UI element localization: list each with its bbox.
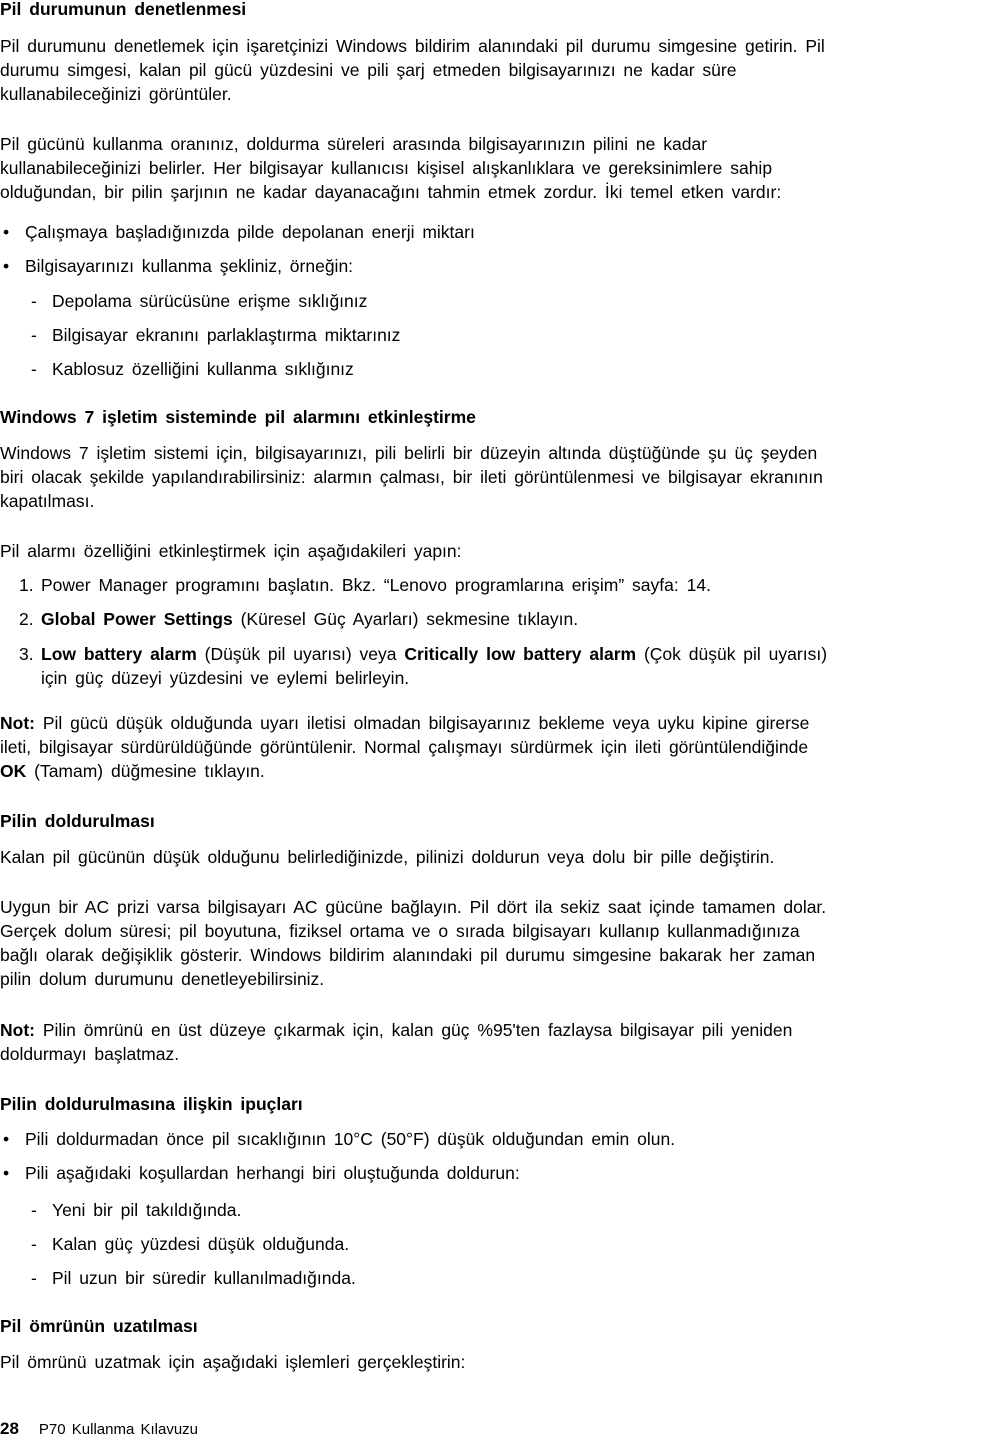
manual-title: P70 Kullanma Kılavuzu (38, 1421, 199, 1438)
note-battery-alarm: Not: Pil gücü düşük olduğunda uyarı iletisi olmadan bilgisayarınız bekleme veya uyku kipine girerse ileti, bilgisayar sürdürüldüğünde görüntülenir. Normal çalışmayı sürdürmek için ileti görüntülendiğinde OK (Tamam) düğmesine tıklayın. (0, 713, 810, 781)
dash-marker: - (31, 325, 37, 345)
heading-battery-status: Pil durumunun denetlenmesi (0, 0, 247, 19)
paragraph-battery-alarm-1: Windows 7 işletim sistemi için, bilgisayarınızı, pili belirli bir düzeyin altında düştüğünde şu üç şeyden biri olacak şekilde yapılandırabilirsiniz: alarmın çalması, bir ileti görüntülenmesi ve bilgisayar ekranının kapatılması. (0, 443, 823, 511)
heading-battery-alarm: Windows 7 işletim sisteminde pil alarmını etkinleştirme (0, 407, 476, 427)
paragraph-charging-2: Uygun bir AC prizi varsa bilgisayarı AC gücüne bağlayın. Pil dört ila sekiz saat içinde tamamen dolar. Gerçek dolum süresi; pil boyutuna, fiziksel ortama ve o sırada bilgisayarı kullanıp kullanmadığınıza bağlı olarak değişiklik gösterir. Windows bildirim alanındaki pil durumu simgesine bakarak her zaman pilin dolum durumunu denetleyebilirsiniz. (0, 897, 827, 989)
bullet-marker: • (3, 1163, 10, 1183)
dash-marker: - (31, 1234, 37, 1254)
paragraph-battery-status-2: Pil gücünü kullanma oranınız, doldurma süreleri arasında bilgisayarınızın pilini ne kadar kullanabileceğinizi belirler. Her bilgisayar kullanıcısı kişisel alışkanlıklara ve gereksinimlere sahip olduğundan, bir pilin şarjının ne kadar dayanacağını tahmin etmek zordur. İki temel etken vardır: (0, 134, 782, 202)
bullet-marker: • (3, 222, 10, 242)
paragraph-battery-alarm-2: Pil alarmı özelliğini etkinleştirmek için aşağıdakileri yapın: (0, 541, 462, 561)
paragraph-battery-status-1: Pil durumunu denetlemek için işaretçinizi Windows bildirim alanındaki pil durumu simgesine getirin. Pil durumu simgesi, kalan pil gücü yüzdesini ve pili şarj etmeden bilgisayarınızı ne kadar süre kullanabileceğinizi görüntüler. (0, 36, 825, 104)
heading-charging-tips: Pilin doldurulmasına ilişkin ipuçları (0, 1094, 303, 1114)
dash-marker: - (31, 359, 37, 379)
heading-battery-life: Pil ömrünün uzatılması (0, 1316, 198, 1336)
paragraph-battery-life: Pil ömrünü uzatmak için aşağıdaki işlemleri gerçekleştirin: (0, 1352, 466, 1372)
dash-marker: - (31, 1268, 37, 1288)
dash-marker: - (31, 291, 37, 311)
note-charging: Not: Pilin ömrünü en üst düzeye çıkarmak için, kalan güç %95'ten fazlaysa bilgisayar pili yeniden doldurmayı başlatmaz. (0, 1020, 793, 1064)
bullet-marker: • (3, 256, 10, 276)
page-number: 28 (0, 1419, 19, 1438)
heading-charging: Pilin doldurulması (0, 811, 155, 831)
paragraph-charging-1: Kalan pil gücünün düşük olduğunu belirlediğinizde, pilinizi doldurun veya dolu bir pille değiştirin. (0, 847, 775, 867)
dash-marker: - (31, 1200, 37, 1220)
page-footer (0, 1419, 198, 1440)
bullet-marker: • (3, 1129, 10, 1149)
